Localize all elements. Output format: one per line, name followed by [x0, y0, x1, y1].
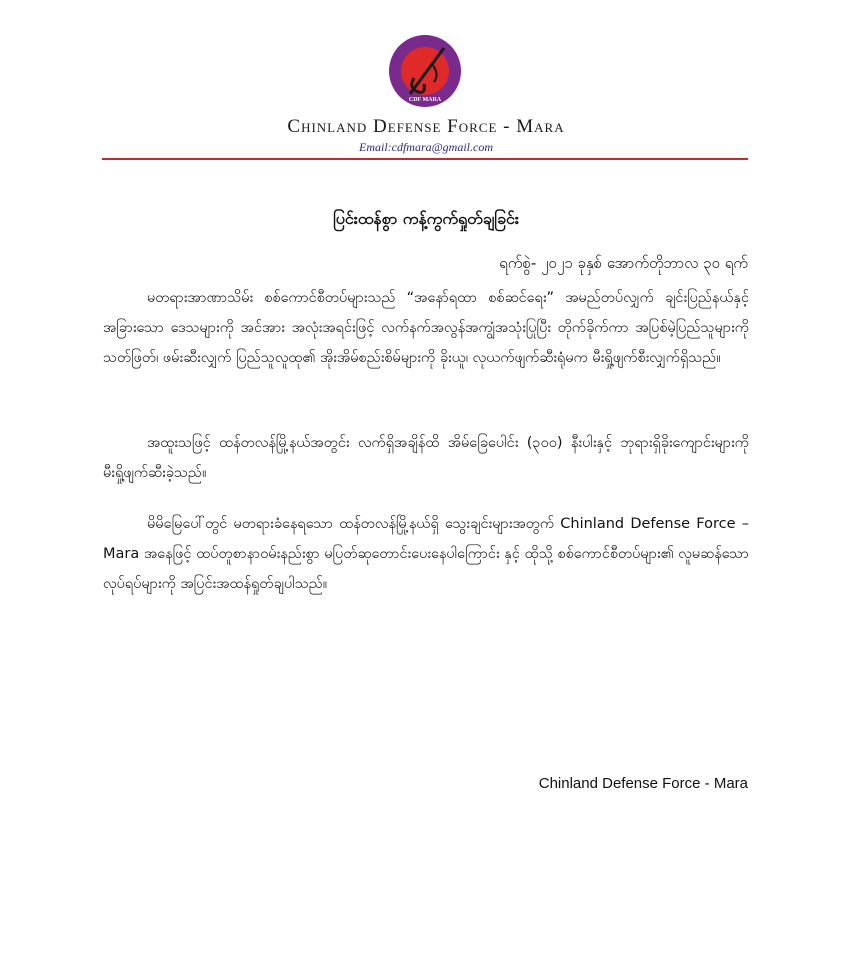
logo-emblem-icon: [388, 34, 462, 108]
header-divider: [102, 158, 748, 160]
org-email: Email:cdfmara@gmail.com: [358, 140, 494, 154]
document-title: ပြင်းထန်စွာ ကန့်ကွက်ရှုတ်ချခြင်း: [333, 209, 519, 228]
paragraph-1: မတရားအာဏာသိမ်း စစ်ကောင်စီတပ်များသည် “အနော်ရထာ စစ်ဆင်ရေး” အမည်တပ်လျှက် ချင်းပြည်နယ်နှင့် အခြားသော ဒေသများကို အင်အား အလုံးအရင်းဖြင့် လက်နက်အလွန်အကျွံအသုံးပြုပြီး တိုက်ခိုက်ကာ အပြစ်မဲ့ပြည်သူများကို သတ်ဖြတ်၊ ဖမ်းဆီးလျှက် ပြည်သူလူထု၏ အိုးအိမ်စည်းစိမ်များကို ခိုးယူ၊ လုယက်ဖျက်ဆီးရုံမက မီးရှို့ဖျက်စီးလျှက်ရှိသည်။: [103, 290, 749, 366]
signature: Chinland Defense Force - Mara: [538, 775, 748, 792]
svg-text:CDF MARA: CDF MARA: [408, 97, 442, 103]
document-date: ရက်စွဲ- ၂၀၂၁ ခုနှစ် အောက်တိုဘာလ ၃၀ ရက်: [499, 254, 748, 272]
paragraph-2: အထူးသဖြင့် ထန်တလန်မြို့နယ်အတွင်း လက်ရှိအချိန်ထိ အိမ်ခြေပေါင်း (၃၀၀) နီးပါးနှင့် ဘုရားရှိခိုးကျောင်းများကို မီးရှို့ဖျက်ဆီးခဲ့သည်။: [103, 435, 749, 481]
org-name-heading: Chinland Defense Force - Mara: [287, 116, 565, 137]
cdf-mara-logo: [388, 34, 462, 108]
paragraph-3: မိမိမြေပေါ်တွင် မတရားခံနေရသော ထန်တလန်မြို့နယ်ရှိ သွေးချင်းများအတွက် Chinland Defense Force – Mara အနေဖြင့် ထပ်တူစာနာဝမ်းနည်းစွာ မပြတ်ဆုတောင်းပေးနေပါကြောင်း နှင့် ထိုသို့ စစ်ကောင်စီတပ်များ၏ လူမဆန်သော လုပ်ရပ်များကို အပြင်းအထန်ရှုတ်ချပါသည်။: [103, 516, 749, 592]
